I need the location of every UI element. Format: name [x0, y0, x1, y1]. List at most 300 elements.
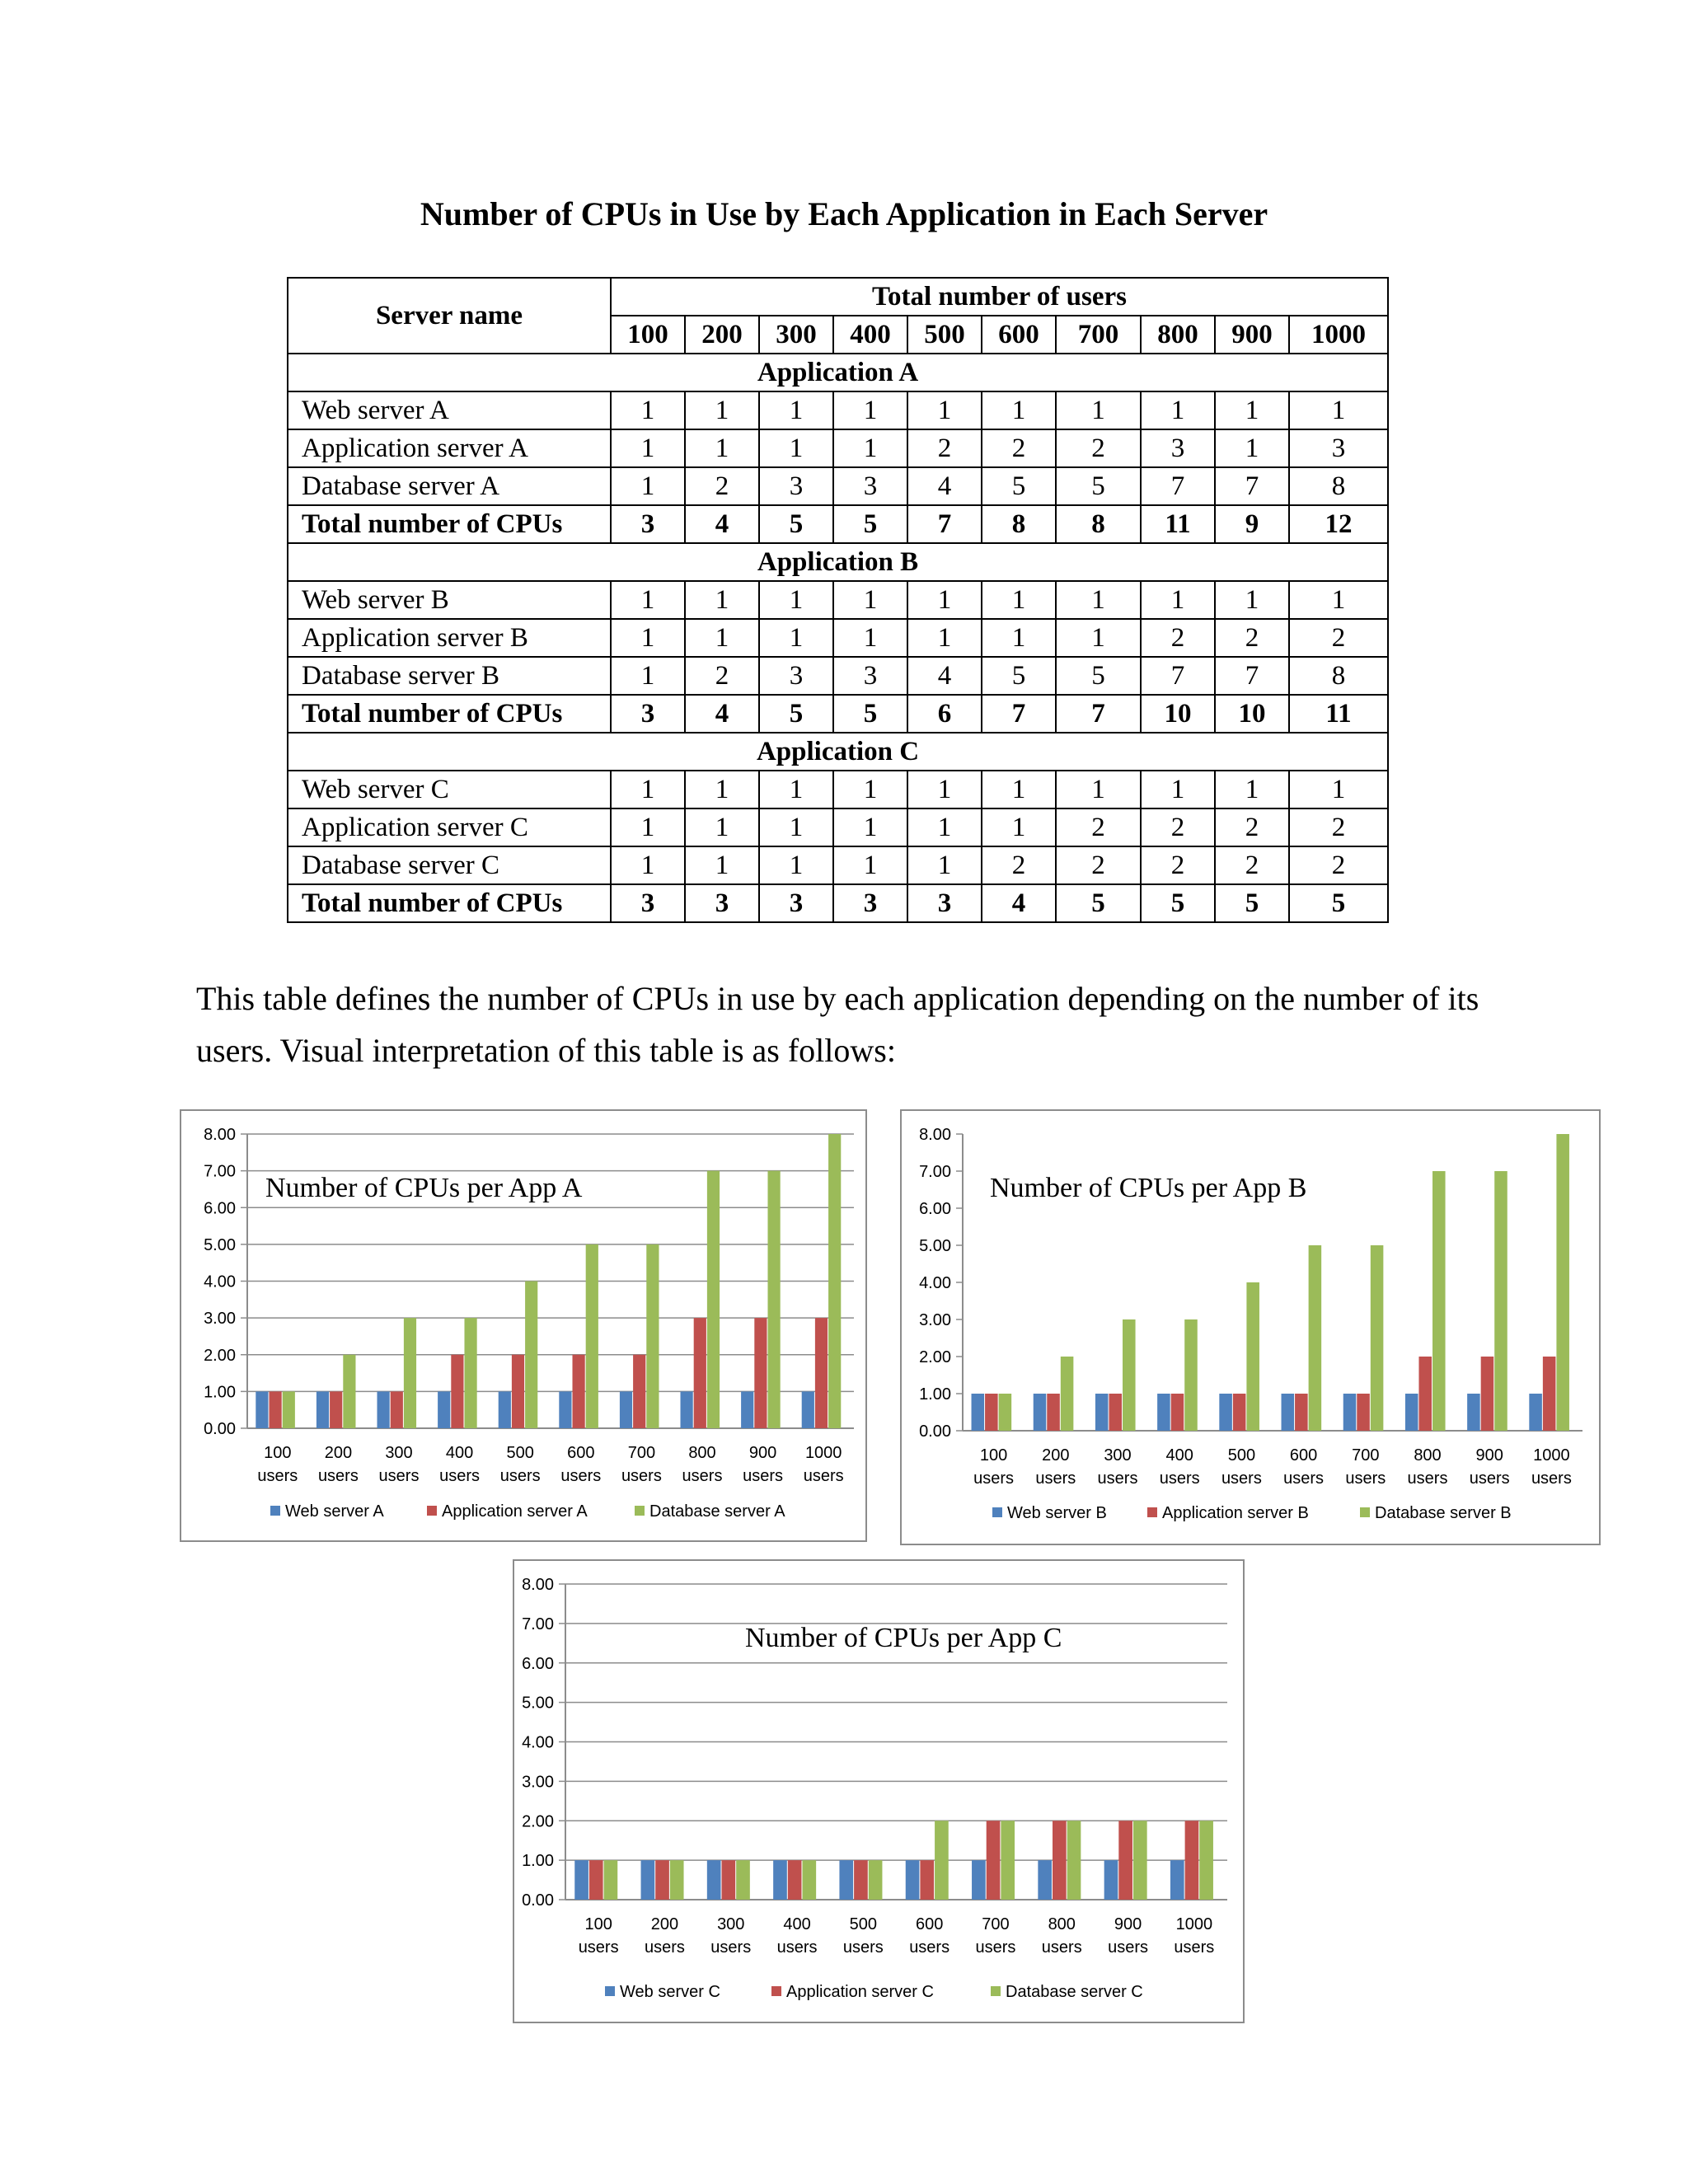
- y-tick-label: 6.00: [204, 1199, 236, 1218]
- column-header: 600: [982, 316, 1056, 354]
- x-tick-label-number: 200: [324, 1444, 353, 1462]
- x-tick-label-number: 100: [979, 1446, 1008, 1465]
- table-cell: 3: [759, 657, 833, 695]
- table-cell: 2: [685, 657, 759, 695]
- x-tick-label-number: 800: [1414, 1446, 1442, 1465]
- y-tick-label: 8.00: [522, 1576, 554, 1594]
- table-cell: 7: [907, 505, 982, 543]
- bar: [741, 1391, 753, 1428]
- y-tick-label: 0.00: [204, 1420, 236, 1438]
- y-tick-label: 5.00: [919, 1237, 951, 1255]
- table-row: [288, 619, 1388, 657]
- table-cell: 1: [907, 846, 982, 884]
- x-tick-label-unit: users: [776, 1938, 818, 1957]
- total-row: [288, 695, 1388, 733]
- bar: [987, 1821, 1001, 1900]
- table-row: [288, 429, 1388, 467]
- bar: [985, 1394, 998, 1431]
- table-cell: 1: [685, 581, 759, 619]
- table-cell: 6: [907, 695, 982, 733]
- legend-swatch: [270, 1506, 280, 1516]
- page-title: Number of CPUs in Use by Each Application in Each Server: [420, 195, 1268, 232]
- y-tick-label: 5.00: [522, 1694, 554, 1713]
- table-cell: 1: [1215, 391, 1289, 429]
- x-tick-label-number: 1000: [1175, 1915, 1213, 1933]
- x-tick-label-unit: users: [682, 1467, 723, 1485]
- table-cell: 1: [611, 619, 685, 657]
- x-tick-label-number: 900: [748, 1444, 777, 1462]
- bar: [1529, 1394, 1542, 1431]
- section-row: [288, 543, 1388, 581]
- bar: [1357, 1394, 1370, 1431]
- x-tick-label-unit: users: [842, 1938, 884, 1957]
- chart-app-a-svg: [181, 1111, 869, 1544]
- x-tick-label-number: 200: [1042, 1446, 1070, 1465]
- legend-label: Application server B: [1162, 1504, 1309, 1522]
- table-cell: 1: [1141, 581, 1215, 619]
- row-label: Web server C: [288, 771, 611, 808]
- y-tick-label: 2.00: [522, 1812, 554, 1831]
- table-cell: 5: [1215, 884, 1289, 922]
- bar: [604, 1860, 618, 1900]
- row-label: Total number of CPUs: [288, 505, 611, 543]
- x-tick-label-number: 500: [506, 1444, 534, 1462]
- bar: [767, 1171, 780, 1428]
- bar: [559, 1391, 571, 1428]
- bar: [391, 1391, 403, 1428]
- table-cell: 1: [685, 429, 759, 467]
- table-cell: 1: [982, 808, 1056, 846]
- chart-title: Number of CPUs per App C: [745, 1623, 1062, 1653]
- table-cell: 2: [1056, 429, 1141, 467]
- bar: [1246, 1282, 1259, 1431]
- table-cell: 2: [1141, 619, 1215, 657]
- table-row: [288, 846, 1388, 884]
- table-row: [288, 467, 1388, 505]
- table-cell: 5: [833, 695, 907, 733]
- y-tick-label: 8.00: [204, 1126, 236, 1144]
- table-cell: 1: [759, 808, 833, 846]
- row-label: Application server C: [288, 808, 611, 846]
- x-tick-label-unit: users: [1097, 1469, 1138, 1488]
- x-tick-label-unit: users: [743, 1467, 784, 1485]
- x-tick-label-number: 700: [627, 1444, 656, 1462]
- x-tick-label-number: 100: [584, 1915, 612, 1933]
- bar: [802, 1391, 814, 1428]
- table-cell: 3: [685, 884, 759, 922]
- bar: [1104, 1860, 1118, 1900]
- bar: [1371, 1245, 1384, 1431]
- table-cell: 1: [833, 808, 907, 846]
- bar: [1405, 1394, 1418, 1431]
- bar: [316, 1391, 329, 1428]
- table-cell: 1: [611, 771, 685, 808]
- table-cell: 8: [1289, 657, 1388, 695]
- bar: [1432, 1171, 1446, 1431]
- x-tick-label-number: 300: [717, 1915, 745, 1933]
- table-cell: 1: [685, 808, 759, 846]
- bar: [343, 1355, 355, 1428]
- legend-label: Database server C: [1006, 1983, 1143, 2001]
- table-cell: 7: [1141, 657, 1215, 695]
- legend-label: Database server B: [1375, 1504, 1512, 1522]
- table-cell: 2: [1215, 846, 1289, 884]
- table-cell: 3: [833, 657, 907, 695]
- section-title: Application B: [288, 543, 1388, 581]
- bar: [972, 1860, 986, 1900]
- bar: [1199, 1821, 1213, 1900]
- table-cell: 1: [982, 619, 1056, 657]
- bar: [620, 1391, 632, 1428]
- table-cell: 8: [1289, 467, 1388, 505]
- x-tick-label-unit: users: [1283, 1469, 1325, 1488]
- table-cell: 5: [833, 505, 907, 543]
- table-cell: 7: [1141, 467, 1215, 505]
- row-label: Database server C: [288, 846, 611, 884]
- column-header: 500: [907, 316, 982, 354]
- table-cell: 1: [611, 808, 685, 846]
- table-header-row: [288, 278, 1388, 316]
- bar: [1494, 1171, 1507, 1431]
- row-label: Web server B: [288, 581, 611, 619]
- bar: [256, 1391, 268, 1428]
- table-cell: 7: [1215, 657, 1289, 695]
- bar: [404, 1318, 416, 1428]
- bar: [815, 1318, 828, 1428]
- y-tick-label: 1.00: [919, 1385, 951, 1404]
- table-cell: 1: [907, 619, 982, 657]
- section-title: Application C: [288, 733, 1388, 771]
- x-tick-label-number: 100: [264, 1444, 292, 1462]
- chart-app-b-svg: [902, 1111, 1602, 1547]
- y-tick-label: 5.00: [204, 1235, 236, 1254]
- column-header: 700: [1056, 316, 1141, 354]
- table-cell: 1: [833, 619, 907, 657]
- chart-app-c-svg: [514, 1561, 1246, 2025]
- table-cell: 2: [1289, 619, 1388, 657]
- bar: [499, 1391, 511, 1428]
- column-header: 800: [1141, 316, 1215, 354]
- bar: [694, 1318, 706, 1428]
- table-cell: 2: [1215, 808, 1289, 846]
- table-cell: 4: [907, 467, 982, 505]
- bar: [1184, 1319, 1198, 1431]
- bar: [451, 1355, 463, 1428]
- bar: [1170, 1860, 1184, 1900]
- table-cell: 5: [982, 467, 1056, 505]
- table-cell: 1: [611, 467, 685, 505]
- table-cell: 1: [685, 846, 759, 884]
- section-row: [288, 733, 1388, 771]
- bar: [283, 1391, 295, 1428]
- x-tick-label-number: 600: [1289, 1446, 1318, 1465]
- x-tick-label-number: 600: [567, 1444, 595, 1462]
- bar: [1061, 1357, 1074, 1431]
- row-label: Total number of CPUs: [288, 884, 611, 922]
- bar: [802, 1860, 816, 1900]
- table-cell: 3: [611, 505, 685, 543]
- bar: [920, 1860, 934, 1900]
- chart-title: Number of CPUs per App B: [990, 1173, 1307, 1203]
- x-tick-label-unit: users: [257, 1467, 298, 1485]
- bar: [1123, 1319, 1136, 1431]
- table-cell: 2: [982, 429, 1056, 467]
- column-header: 300: [759, 316, 833, 354]
- x-tick-label-unit: users: [378, 1467, 420, 1485]
- legend-label: Web server B: [1007, 1504, 1107, 1522]
- x-tick-label-unit: users: [975, 1938, 1016, 1957]
- table-cell: 4: [982, 884, 1056, 922]
- x-tick-label-unit: users: [578, 1938, 619, 1957]
- bar: [935, 1821, 949, 1900]
- table-cell: 1: [1289, 391, 1388, 429]
- y-tick-label: 0.00: [522, 1891, 554, 1910]
- table-cell: 1: [1215, 581, 1289, 619]
- bar: [464, 1318, 476, 1428]
- table-cell: 4: [907, 657, 982, 695]
- table-cell: 5: [759, 505, 833, 543]
- table-cell: 1: [611, 581, 685, 619]
- x-tick-label-number: 900: [1114, 1915, 1142, 1933]
- table-cell: 1: [611, 846, 685, 884]
- y-tick-label: 7.00: [522, 1615, 554, 1633]
- table-cell: 1: [907, 808, 982, 846]
- row-label: Database server A: [288, 467, 611, 505]
- column-header: 100: [611, 316, 685, 354]
- table-cell: 3: [611, 884, 685, 922]
- bar: [589, 1860, 603, 1900]
- table-row: [288, 771, 1388, 808]
- bar: [1001, 1821, 1015, 1900]
- x-tick-label-number: 400: [783, 1915, 811, 1933]
- table-cell: 2: [982, 846, 1056, 884]
- legend-label: Web server C: [620, 1983, 720, 2001]
- table-cell: 9: [1215, 505, 1289, 543]
- y-tick-label: 2.00: [919, 1348, 951, 1366]
- table-cell: 1: [685, 771, 759, 808]
- x-tick-label-unit: users: [1407, 1469, 1448, 1488]
- bar: [633, 1355, 645, 1428]
- x-tick-label-unit: users: [1174, 1938, 1215, 1957]
- table-cell: 1: [1141, 771, 1215, 808]
- chart-app-b: [900, 1109, 1601, 1545]
- y-tick-label: 6.00: [919, 1200, 951, 1218]
- bar: [1034, 1394, 1047, 1431]
- table-cell: 5: [1056, 884, 1141, 922]
- table-cell: 1: [907, 581, 982, 619]
- x-tick-label-unit: users: [317, 1467, 359, 1485]
- x-tick-label-unit: users: [439, 1467, 481, 1485]
- bar: [1171, 1394, 1184, 1431]
- bar: [1556, 1134, 1569, 1431]
- bar: [972, 1394, 985, 1431]
- table-cell: 1: [833, 391, 907, 429]
- bar: [1118, 1821, 1132, 1900]
- bar: [839, 1860, 853, 1900]
- bar: [999, 1394, 1012, 1431]
- row-label: Application server A: [288, 429, 611, 467]
- bar: [670, 1860, 684, 1900]
- table-cell: 11: [1289, 695, 1388, 733]
- x-tick-label-unit: users: [909, 1938, 950, 1957]
- table-cell: 1: [685, 619, 759, 657]
- bar: [1157, 1394, 1170, 1431]
- table-cell: 3: [833, 884, 907, 922]
- bar: [438, 1391, 450, 1428]
- x-tick-label-unit: users: [499, 1467, 541, 1485]
- bar: [1047, 1394, 1060, 1431]
- bar: [1095, 1394, 1109, 1431]
- y-tick-label: 4.00: [522, 1733, 554, 1752]
- table-cell: 1: [1289, 581, 1388, 619]
- table-cell: 3: [611, 695, 685, 733]
- table-cell: 8: [982, 505, 1056, 543]
- x-tick-label-number: 200: [650, 1915, 679, 1933]
- server-name-header: Server name: [288, 278, 611, 354]
- bar: [1467, 1394, 1480, 1431]
- bar: [707, 1171, 720, 1428]
- bar: [1109, 1394, 1122, 1431]
- table-cell: 7: [982, 695, 1056, 733]
- table-cell: 2: [1289, 808, 1388, 846]
- bar: [754, 1318, 767, 1428]
- bar: [788, 1860, 802, 1900]
- table-cell: 1: [759, 846, 833, 884]
- bar: [1343, 1394, 1357, 1431]
- bar: [681, 1391, 693, 1428]
- x-tick-label-number: 500: [849, 1915, 878, 1933]
- x-tick-label-number: 300: [1104, 1446, 1132, 1465]
- table-cell: 1: [759, 391, 833, 429]
- table-cell: 2: [1141, 846, 1215, 884]
- table-cell: 5: [1056, 467, 1141, 505]
- table-cell: 5: [1056, 657, 1141, 695]
- bar: [854, 1860, 868, 1900]
- bar: [586, 1244, 598, 1428]
- table-cell: 11: [1141, 505, 1215, 543]
- x-tick-label-unit: users: [1345, 1469, 1386, 1488]
- y-tick-label: 8.00: [919, 1126, 951, 1144]
- x-tick-label-number: 400: [1165, 1446, 1193, 1465]
- table-cell: 10: [1215, 695, 1289, 733]
- y-tick-label: 1.00: [204, 1383, 236, 1402]
- legend-label: Web server A: [285, 1502, 384, 1521]
- table-cell: 1: [907, 771, 982, 808]
- column-header: 1000: [1289, 316, 1388, 354]
- bar: [906, 1860, 920, 1900]
- bar: [512, 1355, 524, 1428]
- bar: [1543, 1357, 1556, 1431]
- bar: [574, 1860, 588, 1900]
- legend-label: Application server C: [786, 1983, 934, 2001]
- legend-label: Database server A: [649, 1502, 785, 1521]
- bar: [377, 1391, 390, 1428]
- legend-swatch: [1147, 1507, 1157, 1517]
- table-cell: 3: [759, 467, 833, 505]
- bar: [655, 1860, 669, 1900]
- y-tick-label: 3.00: [522, 1773, 554, 1792]
- table-cell: 1: [759, 429, 833, 467]
- table-cell: 1: [611, 429, 685, 467]
- bar: [330, 1391, 342, 1428]
- table-cell: 1: [1056, 391, 1141, 429]
- table-cell: 1: [982, 391, 1056, 429]
- row-label: Database server B: [288, 657, 611, 695]
- y-tick-label: 6.00: [522, 1654, 554, 1673]
- bar: [707, 1860, 721, 1900]
- table-cell: 1: [685, 391, 759, 429]
- y-tick-label: 3.00: [204, 1310, 236, 1329]
- x-tick-label-number: 700: [1352, 1446, 1380, 1465]
- legend-swatch: [1360, 1507, 1370, 1517]
- bar: [869, 1860, 883, 1900]
- table-cell: 1: [759, 581, 833, 619]
- bar: [1282, 1394, 1295, 1431]
- table-cell: 1: [611, 391, 685, 429]
- table-cell: 2: [1141, 808, 1215, 846]
- table-cell: 5: [982, 657, 1056, 695]
- column-header: 900: [1215, 316, 1289, 354]
- table-cell: 3: [1289, 429, 1388, 467]
- chart-app-c: [513, 1559, 1245, 2023]
- table-cell: 1: [759, 619, 833, 657]
- bar: [269, 1391, 281, 1428]
- table-cell: 7: [1056, 695, 1141, 733]
- table-cell: 3: [759, 884, 833, 922]
- x-tick-label-unit: users: [1221, 1469, 1262, 1488]
- table-cell: 5: [1141, 884, 1215, 922]
- table-cell: 1: [1056, 619, 1141, 657]
- table-cell: 1: [1056, 771, 1141, 808]
- table-cell: 1: [833, 429, 907, 467]
- chart-title: Number of CPUs per App A: [265, 1173, 583, 1203]
- cpu-table-body: [288, 278, 1388, 922]
- bar: [641, 1860, 655, 1900]
- x-tick-label-unit: users: [1159, 1469, 1200, 1488]
- bar: [1133, 1821, 1147, 1900]
- table-cell: 1: [982, 581, 1056, 619]
- row-label: Web server A: [288, 391, 611, 429]
- table-cell: 1: [1056, 581, 1141, 619]
- x-tick-label-number: 1000: [804, 1444, 842, 1462]
- x-tick-label-number: 300: [385, 1444, 413, 1462]
- bar: [1185, 1821, 1199, 1900]
- legend-label: Application server A: [442, 1502, 588, 1521]
- x-tick-label-unit: users: [644, 1938, 685, 1957]
- legend-swatch: [992, 1507, 1002, 1517]
- table-cell: 1: [833, 581, 907, 619]
- table-cell: 1: [833, 771, 907, 808]
- legend-swatch: [771, 1986, 781, 1996]
- x-tick-label-unit: users: [1469, 1469, 1510, 1488]
- users-header: Total number of users: [611, 278, 1388, 316]
- y-tick-label: 4.00: [919, 1274, 951, 1292]
- x-tick-label-unit: users: [1108, 1938, 1149, 1957]
- x-tick-label-unit: users: [803, 1467, 844, 1485]
- table-row: [288, 581, 1388, 619]
- cpu-table: [287, 277, 1389, 923]
- table-cell: 1: [1289, 771, 1388, 808]
- chart-app-a: [180, 1109, 867, 1542]
- table-cell: 4: [685, 695, 759, 733]
- bar: [1053, 1821, 1067, 1900]
- bar: [525, 1282, 537, 1429]
- table-cell: 8: [1056, 505, 1141, 543]
- legend-swatch: [991, 1986, 1001, 1996]
- table-row: [288, 808, 1388, 846]
- bar: [773, 1860, 787, 1900]
- bar: [1067, 1821, 1081, 1900]
